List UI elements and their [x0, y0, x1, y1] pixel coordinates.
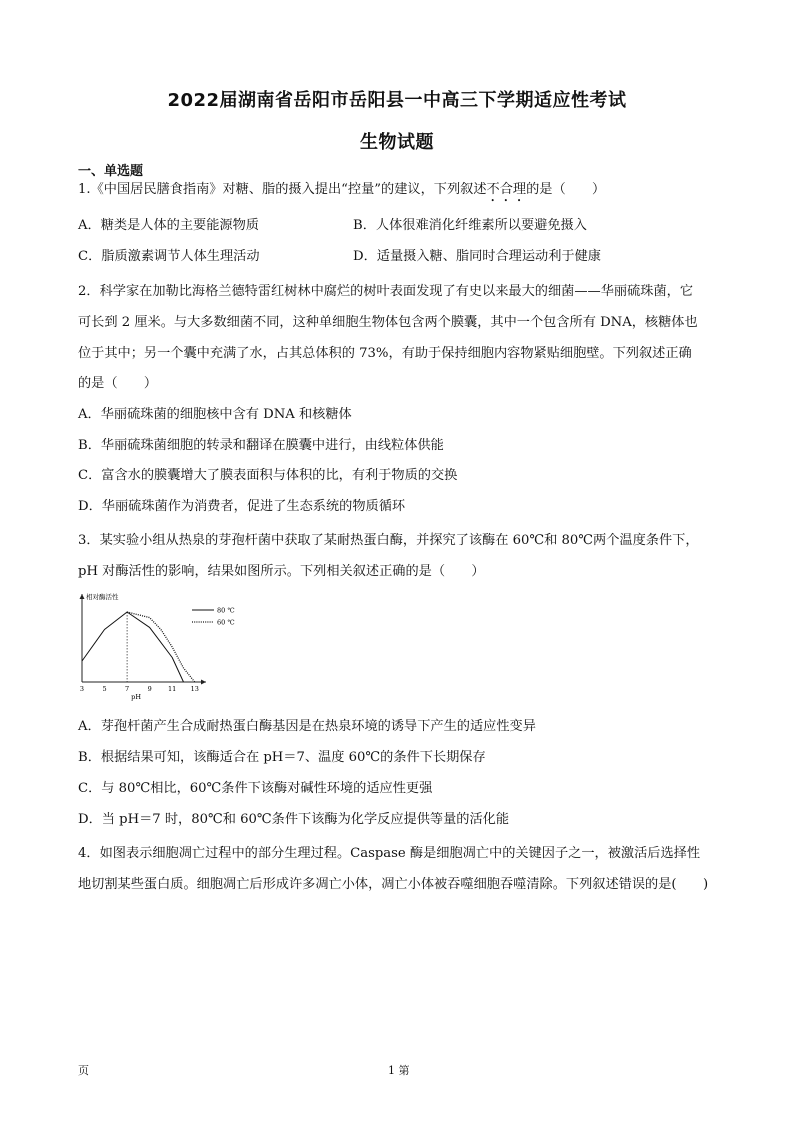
footer-page-label: 页 [78, 1064, 89, 1077]
q3-option-c: C．与 80℃相比，60℃条件下该酶对碱性环境的适应性更强 [78, 781, 433, 796]
q2-stem-line-1: 2．科学家在加勒比海格兰德特雷红树林中腐烂的树叶表面发现了有史以来最大的细菌——华丽硫珠菌，它 [78, 284, 694, 299]
y-axis-arrow [80, 594, 85, 599]
y-axis-label: 相对酶活性 [86, 593, 119, 601]
x-axis-label: pH [131, 693, 142, 701]
x-tick-label: 3 [79, 685, 85, 693]
q2-option-c: C．富含水的膜囊增大了膜表面积与体积的比，有利于物质的交换 [78, 468, 458, 483]
q1-stem-emphasis: 不合理 [486, 182, 527, 197]
q1-option-c: C．脂质激素调节人体生理活动 [78, 249, 260, 264]
exam-subtitle: 生物试题 [360, 132, 434, 153]
q2-stem-line-4: 的是（ ） [78, 376, 158, 391]
q1-option-a: A．糖类是人体的主要能源物质 [78, 218, 259, 233]
q4-stem-line-1: 4．如图表示细胞凋亡过程中的部分生理过程。Caspase 酶是细胞凋亡中的关键因子之一，被激活后选择性 [78, 846, 701, 861]
q3-option-d: D．当 pH＝7 时，80℃和 60℃条件下该酶为化学反应提供等量的活化能 [78, 812, 510, 827]
q2-stem-line-3: 位于其中；另一个囊中充满了水，占其总体积的 73%，有助于保持细胞内容物紧贴细胞壁。下列叙述正确 [78, 346, 692, 361]
enzyme-activity-chart [74, 590, 254, 702]
section-heading: 一、单选题 [78, 164, 144, 179]
q1-stem-part-a: 1.《中国居民膳食指南》对糖、脂的摄入提出“控量”的建议，下列叙述 [78, 182, 487, 197]
q3-stem-line-1: 3．某实验小组从热泉的芽孢杆菌中获取了某耐热蛋白酶，并探究了该酶在 60℃和 80℃两个温度条件下， [78, 533, 699, 548]
x-tick-label: 13 [190, 685, 199, 693]
legend-label-60c: 60 ℃ [217, 618, 235, 627]
q1-stem [78, 180, 605, 205]
legend-label-80c: 80 ℃ [217, 606, 235, 615]
footer-page-number: 1 第 [388, 1064, 410, 1077]
q1-stem-part-b: 的是（ ） [526, 182, 606, 197]
q1-option-b: B．人体很难消化纤维素所以要避免摄入 [353, 218, 587, 233]
q2-option-b: B．华丽硫珠菌细胞的转录和翻译在膜囊中进行，由线粒体供能 [78, 438, 444, 453]
q2-option-a: A．华丽硫珠菌的细胞核中含有 DNA 和核糖体 [78, 407, 352, 422]
x-tick-label: 7 [125, 685, 130, 693]
q3-option-a: A．芽孢杆菌产生合成耐热蛋白酶基因是在热泉环境的诱导下产生的适应性变异 [78, 719, 536, 734]
x-tick-label: 9 [147, 685, 152, 693]
x-tick-label: 11 [168, 685, 177, 693]
q3-option-b: B．根据结果可知，该酶适合在 pH＝7、温度 60℃的条件下长期保存 [78, 750, 486, 765]
exam-title: 2022届湖南省岳阳市岳阳县一中高三下学期适应性考试 [167, 90, 627, 111]
q3-stem-line-2: pH 对酶活性的影响，结果如图所示。下列相关叙述正确的是（ ） [78, 564, 485, 579]
q4-stem-line-2: 地切割某些蛋白质。细胞凋亡后形成许多凋亡小体，凋亡小体被吞噬细胞吞噬清除。下列叙述错误的是( ) [78, 877, 709, 892]
x-tick-label: 5 [102, 685, 107, 693]
series-line-60c [127, 612, 195, 682]
series-line-80c [82, 612, 184, 682]
q1-option-d: D．适量摄入糖、脂同时合理运动利于健康 [353, 249, 601, 264]
x-axis-arrow [201, 680, 206, 685]
q2-option-d: D．华丽硫珠菌作为消费者，促进了生态系统的物质循环 [78, 499, 406, 514]
q2-stem-line-2: 可长到 2 厘米。与大多数细菌不同，这种单细胞生物体包含两个膜囊，其中一个包含所有 DNA，核糖体也 [78, 315, 698, 330]
